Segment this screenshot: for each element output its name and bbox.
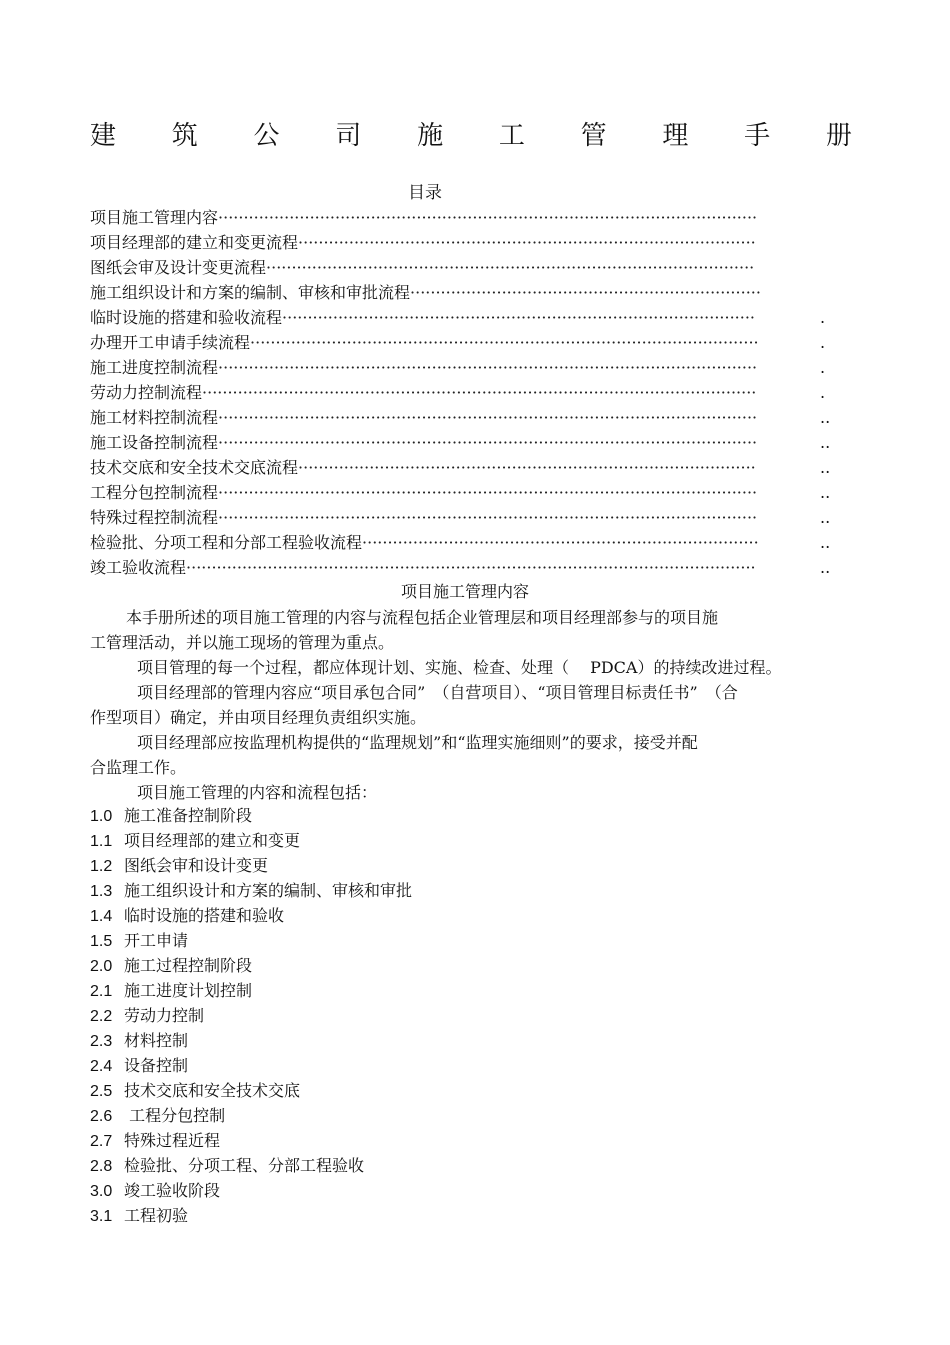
outline-item-text: 设备控制 bbox=[124, 1056, 189, 1075]
outline-item-number: 2.1 bbox=[90, 983, 113, 1000]
toc-entry[interactable] bbox=[90, 480, 850, 505]
toc-dot-leader: ····································································· bbox=[410, 283, 761, 302]
toc-entry-page: . bbox=[820, 333, 826, 352]
paragraph-line: 合监理工作。 bbox=[90, 758, 187, 777]
paragraph-line: 项目经理部应按监理机构提供的“监理规划”和“监理实施细则”的要求，接受并配 bbox=[137, 733, 698, 752]
outline-item-text: 开工申请 bbox=[124, 931, 189, 950]
paragraph-line: 本手册所述的项目施工管理的内容与流程包括企业管理层和项目经理部参与的项目施 bbox=[126, 608, 719, 627]
toc-entry-page: . bbox=[820, 308, 826, 327]
outline-item bbox=[90, 1153, 850, 1178]
toc-entry-page: .. bbox=[820, 433, 831, 452]
outline-item-text: 技术交底和安全技术交底 bbox=[124, 1081, 301, 1100]
outline-item bbox=[90, 928, 850, 953]
outline-item-text: 劳动力控制 bbox=[124, 1006, 205, 1025]
outline-item bbox=[90, 1178, 850, 1203]
outline-item bbox=[90, 1103, 850, 1128]
toc-entry-label: 竣工验收流程 bbox=[90, 558, 187, 577]
section-body bbox=[90, 605, 850, 805]
title-char: 公 bbox=[253, 121, 280, 151]
outline-item-number: 2.8 bbox=[90, 1158, 113, 1175]
outline-item-text: 图纸会审和设计变更 bbox=[124, 856, 269, 875]
toc-entry-label: 项目经理部的建立和变更流程 bbox=[90, 233, 299, 252]
title-char: 理 bbox=[662, 121, 689, 151]
outline-item bbox=[90, 1128, 850, 1153]
title-char: 手 bbox=[744, 121, 771, 151]
toc-entry-label: 技术交底和安全技术交底流程 bbox=[90, 458, 299, 477]
toc-dot-leader: ·············································································· bbox=[362, 533, 759, 552]
paragraph-line: 项目施工管理的内容和流程包括： bbox=[137, 783, 378, 802]
outline-item-number: 2.3 bbox=[90, 1033, 113, 1050]
outline-item-number: 3.0 bbox=[90, 1183, 113, 1200]
outline-item bbox=[90, 953, 850, 978]
toc-entry-label: 施工组织设计和方案的编制、审核和审批流程 bbox=[90, 283, 411, 302]
toc-entry-page: .. bbox=[820, 558, 831, 577]
title-char: 管 bbox=[580, 121, 607, 151]
outline-item-number: 2.2 bbox=[90, 1008, 113, 1025]
toc-entry[interactable] bbox=[90, 205, 850, 230]
toc-dot-leader: ·························································································· bbox=[298, 233, 756, 252]
toc-dot-leader: ·········································································································· bbox=[218, 408, 758, 427]
toc-entry-label: 办理开工申请手续流程 bbox=[90, 333, 251, 352]
toc-entry-label: 工程分包控制流程 bbox=[90, 483, 219, 502]
toc-entry[interactable] bbox=[90, 305, 850, 330]
toc-entry[interactable] bbox=[90, 330, 850, 355]
title-char: 册 bbox=[825, 121, 852, 151]
toc-entry-label: 项目施工管理内容 bbox=[90, 208, 219, 227]
outline-item bbox=[90, 828, 850, 853]
outline-item-text: 工程分包控制 bbox=[124, 1106, 226, 1125]
toc-entry-page: .. bbox=[820, 458, 831, 477]
outline-item-text: 工程初验 bbox=[124, 1206, 189, 1225]
outline-item-text: 施工准备控制阶段 bbox=[124, 806, 253, 825]
outline-item bbox=[90, 1003, 850, 1028]
toc-entry[interactable] bbox=[90, 405, 850, 430]
title-char: 司 bbox=[335, 121, 362, 151]
section-heading: 项目施工管理内容 bbox=[400, 582, 529, 601]
toc-entry[interactable] bbox=[90, 555, 850, 580]
toc-dot-leader: ·········································································································· bbox=[218, 433, 758, 452]
title-char: 筑 bbox=[171, 121, 198, 151]
toc-entry[interactable] bbox=[90, 255, 850, 280]
outline-item-number: 1.4 bbox=[90, 908, 113, 925]
toc-dot-leader: ·········································································································· bbox=[218, 508, 758, 527]
toc-entry-page: .. bbox=[820, 483, 831, 502]
toc-dot-leader: ············································································································· bbox=[202, 383, 757, 402]
toc-entry-label: 施工材料控制流程 bbox=[90, 408, 219, 427]
outline-item bbox=[90, 1078, 850, 1103]
outline-list bbox=[90, 803, 850, 1228]
toc-dot-leader: ································································································ bbox=[266, 258, 755, 277]
toc-entry[interactable] bbox=[90, 505, 850, 530]
outline-item-text: 检验批、分项工程、分部工程验收 bbox=[124, 1156, 365, 1175]
toc-entry[interactable] bbox=[90, 380, 850, 405]
outline-item bbox=[90, 1028, 850, 1053]
outline-item-text: 材料控制 bbox=[124, 1031, 189, 1050]
title-char: 工 bbox=[498, 121, 525, 151]
toc-entry-page: .. bbox=[820, 533, 831, 552]
toc-entry-label: 施工进度控制流程 bbox=[90, 358, 219, 377]
outline-item-number: 2.5 bbox=[90, 1083, 113, 1100]
toc-entry-label: 施工设备控制流程 bbox=[90, 433, 219, 452]
paragraph-line: 作型项目）确定，并由项目经理负责组织实施。 bbox=[90, 708, 427, 727]
outline-item bbox=[90, 978, 850, 1003]
outline-item bbox=[90, 903, 850, 928]
outline-item-number: 2.6 bbox=[90, 1108, 113, 1125]
outline-item-number: 2.4 bbox=[90, 1058, 113, 1075]
toc-entry[interactable] bbox=[90, 230, 850, 255]
outline-item bbox=[90, 1053, 850, 1078]
toc-dot-leader: ····························································································· bbox=[282, 308, 756, 327]
outline-item-number: 2.7 bbox=[90, 1133, 113, 1150]
toc-dot-leader: ···································································································· bbox=[250, 333, 759, 352]
outline-item-number: 2.0 bbox=[90, 958, 113, 975]
paragraph-line: 项目管理的每一个过程，都应体现计划、实施、检查、处理（ PDCA）的持续改进过程。 bbox=[137, 658, 782, 677]
paragraph-line: 项目经理部的管理内容应“项目承包合同” （自营项目）、“项目管理目标责任书” （合 bbox=[137, 683, 738, 702]
outline-item-text: 施工进度计划控制 bbox=[124, 981, 253, 1000]
outline-item-number: 1.1 bbox=[90, 833, 113, 850]
outline-item bbox=[90, 878, 850, 903]
outline-item bbox=[90, 1203, 850, 1228]
toc-dot-leader: ················································································································ bbox=[186, 558, 756, 577]
toc-entry[interactable] bbox=[90, 530, 850, 555]
toc-entry[interactable] bbox=[90, 280, 850, 305]
outline-item-number: 1.5 bbox=[90, 933, 113, 950]
title-char: 施 bbox=[417, 121, 444, 151]
toc-entry-page: .. bbox=[820, 508, 831, 527]
toc-heading: 目录 bbox=[408, 183, 442, 203]
outline-item-text: 施工过程控制阶段 bbox=[124, 956, 253, 975]
toc-entry-page: . bbox=[820, 383, 826, 402]
toc-dot-leader: ·········································································································· bbox=[218, 358, 758, 377]
outline-item-number: 3.1 bbox=[90, 1208, 113, 1225]
toc-entry-label: 检验批、分项工程和分部工程验收流程 bbox=[90, 533, 363, 552]
toc-entry-label: 图纸会审及设计变更流程 bbox=[90, 258, 267, 277]
toc-entry[interactable] bbox=[90, 455, 850, 480]
outline-item bbox=[90, 803, 850, 828]
paragraph-line: 工管理活动，并以施工现场的管理为重点。 bbox=[90, 633, 395, 652]
outline-item-number: 1.0 bbox=[90, 808, 113, 825]
outline-item-text: 竣工验收阶段 bbox=[124, 1181, 221, 1200]
toc-entry-page: . bbox=[820, 358, 826, 377]
toc-dot-leader: ·········································································································· bbox=[218, 208, 758, 227]
toc-entry-label: 特殊过程控制流程 bbox=[90, 508, 219, 527]
outline-item-text: 施工组织设计和方案的编制、审核和审批 bbox=[124, 881, 413, 900]
outline-item-number: 1.3 bbox=[90, 883, 113, 900]
toc-entry[interactable] bbox=[90, 430, 850, 455]
toc-entry-label: 临时设施的搭建和验收流程 bbox=[90, 308, 283, 327]
title-char: 建 bbox=[90, 121, 117, 151]
outline-item-text: 特殊过程近程 bbox=[124, 1131, 221, 1150]
toc-dot-leader: ·········································································································· bbox=[218, 483, 758, 502]
outline-item-number: 1.2 bbox=[90, 858, 113, 875]
outline-item bbox=[90, 853, 850, 878]
toc-entry[interactable] bbox=[90, 355, 850, 380]
toc-dot-leader: ·························································································· bbox=[298, 458, 756, 477]
table-of-contents bbox=[90, 205, 850, 580]
outline-item-text: 项目经理部的建立和变更 bbox=[124, 831, 301, 850]
outline-item-text: 临时设施的搭建和验收 bbox=[124, 906, 285, 925]
toc-entry-label: 劳动力控制流程 bbox=[90, 383, 203, 402]
document-title bbox=[90, 118, 852, 154]
toc-entry-page: .. bbox=[820, 408, 831, 427]
